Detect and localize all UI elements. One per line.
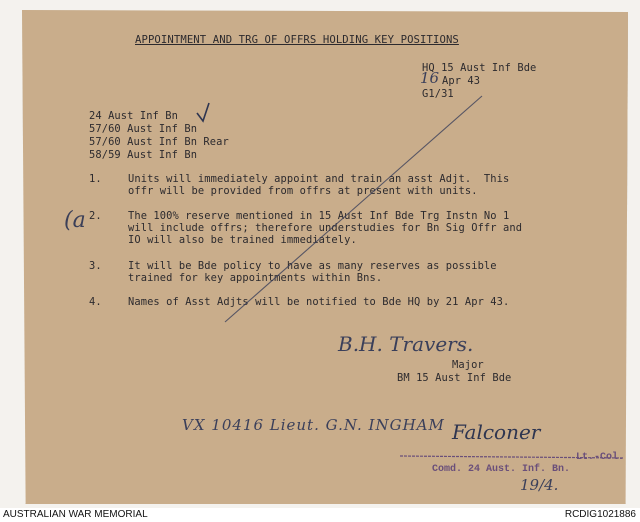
margin-note: (a <box>64 208 86 233</box>
paragraph-2-line-2: will include offrs; therefore understudies for Bn Sig Offr and <box>128 222 523 234</box>
stamp-date: 19/4. <box>520 476 559 494</box>
header-unit: HQ 15 Aust Inf Bde <box>422 62 537 74</box>
paragraph-4-line-1: Names of Asst Adjts will be notified to Bde HQ by 21 Apr 43. <box>128 296 510 308</box>
paragraph-3-line-2: trained for key appointments within Bns. <box>128 272 383 284</box>
addressee-1: 24 Aust Inf Bn <box>89 110 178 122</box>
stamp-rule-line <box>400 456 624 458</box>
stamp-signature: Falconer <box>452 420 541 444</box>
footer-institution: AUSTRALIAN WAR MEMORIAL <box>3 509 148 520</box>
diagonal-pen-stroke <box>225 96 482 322</box>
paragraph-2-line-1: The 100% reserve mentioned in 15 Aust Inf Bde Trg Instn No 1 <box>128 210 510 222</box>
addressee-4: 58/59 Aust Inf Bn <box>89 149 198 161</box>
paragraph-2-number: 2. <box>89 210 102 222</box>
paragraph-1-line-2: offr will be provided from offrs at present with units. <box>128 185 478 197</box>
signature-rank: Major <box>452 359 484 371</box>
document-title: APPOINTMENT AND TRG OF OFFRS HOLDING KEY POSITIONS <box>135 34 459 46</box>
paragraph-1-number: 1. <box>89 173 102 185</box>
addressee-2: 57/60 Aust Inf Bn <box>89 123 198 135</box>
paragraph-2-line-3: IO will also be trained immediately. <box>128 234 357 246</box>
stamp-title: Comd. 24 Aust. Inf. Bn. <box>432 464 571 475</box>
tick-mark <box>197 103 209 121</box>
paragraph-3-number: 3. <box>89 260 102 272</box>
signature-handwritten: B.H. Travers. <box>338 332 474 356</box>
footer-record-id: RCDIG1021886 <box>564 509 636 520</box>
paragraph-1-line-1: Units will immediately appoint and train an asst Adjt. This <box>128 173 510 185</box>
archive-footer <box>0 508 640 522</box>
signature-appointment: BM 15 Aust Inf Bde <box>397 372 512 384</box>
paragraph-3-line-1: It will be Bde policy to have as many reserves as possible <box>128 260 497 272</box>
header-date: Apr 43 <box>442 75 481 87</box>
header-date-day: 16 <box>420 69 440 87</box>
handwritten-note: VX 10416 Lieut. G.N. INGHAM <box>182 416 445 434</box>
header-ref: G1/31 <box>422 88 454 100</box>
addressee-3: 57/60 Aust Inf Bn Rear <box>89 136 229 148</box>
paragraph-4-number: 4. <box>89 296 102 308</box>
stamp-rank: Lt.-Col. <box>576 452 625 463</box>
